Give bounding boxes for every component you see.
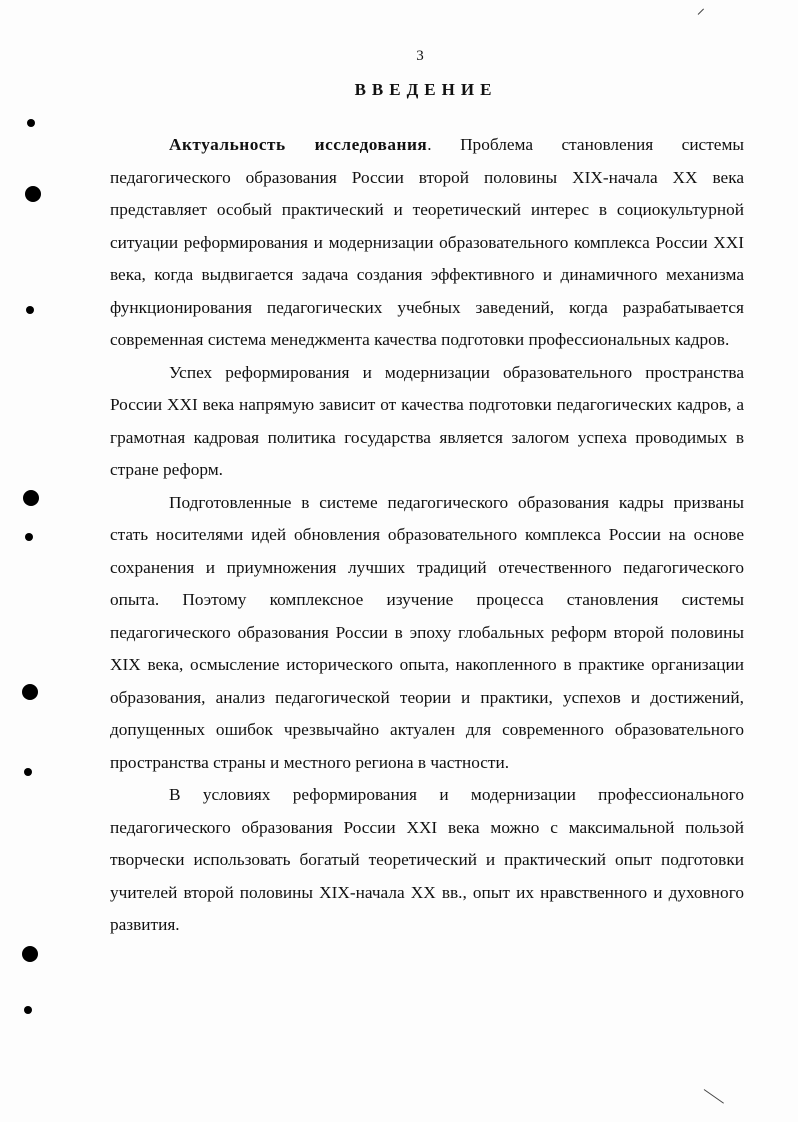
paragraph-4: В условиях реформирования и модернизации профессионального педагогического образования России XXI века можно с максимальной пользой творчески использовать богатый теоретический и практический опыт подготовки учителей второй половины XIX-начала XX вв., опыт их нравственного и духовного развития.: [110, 785, 744, 934]
binder-hole-mark: [26, 306, 34, 314]
binder-hole: [22, 946, 38, 962]
paragraph-1: [110, 129, 744, 357]
binder-hole: [25, 186, 41, 202]
page-title: ВВЕДЕНИЕ: [354, 80, 498, 99]
paragraph-3: Подготовленные в системе педагогического образования кадры призваны стать носителями идей обновления образовательного комплекса России на основе сохранения и приумножения лучших традиций отечественного педагогического опыта. Поэтому комплексное изучение процесса становления системы педагогического образования России в эпоху глобальных реформ второй половины XIX века, осмысление исторического опыта, накопленного в практике организации образования, анализ педагогической теории и практики, успехов и достижений, допущенных ошибок чрезвычайно актуален для современного образовательного пространства страны и местного региона в частности.: [110, 492, 744, 772]
binder-hole-mark: [25, 533, 33, 541]
body-text: [110, 129, 744, 942]
binder-hole-mark: [24, 768, 32, 776]
binder-hole: [22, 684, 38, 700]
binder-hole-mark: [24, 1006, 32, 1014]
page-number: 3: [416, 48, 424, 64]
scan-mark: [698, 8, 704, 14]
scan-mark: [704, 1089, 724, 1104]
binder-hole-mark: [27, 119, 35, 127]
paragraph-1-text: . Проблема становления системы педагогического образования России второй половины XIX-начала XX века представляет особый практический и теоретический интерес в социокультурной ситуации реформирования и модернизации образовательного комплекса России XXI века, когда выдвигается задача создания эффективного и динамичного механизма функционирования педагогических учебных заведений, когда разрабатывается современная система менеджмента качества подготовки профессиональных кадров.: [110, 135, 745, 349]
paragraph-2: Успех реформирования и модернизации образовательного пространства России XXI века напрямую зависит от качества подготовки педагогических кадров, а грамотная кадровая политика государства является залогом успеха проводимых в стране реформ.: [110, 362, 744, 479]
paragraph-lead: Актуальность исследования: [169, 135, 428, 154]
binder-hole: [23, 490, 39, 506]
